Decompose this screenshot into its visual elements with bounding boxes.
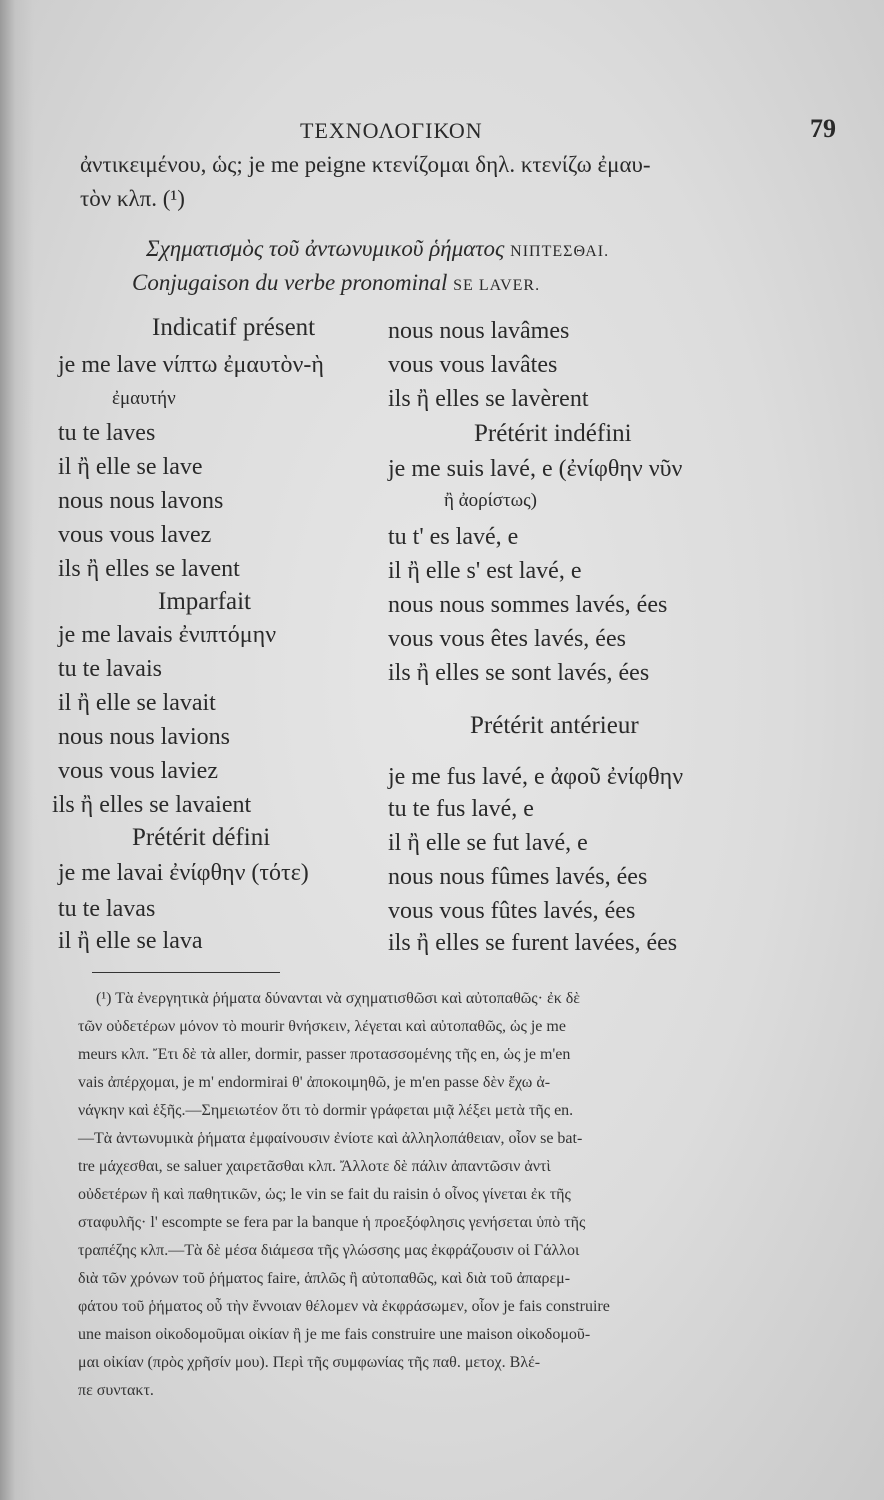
footnote-rule [92,972,280,973]
conjugation-line: tu te lavas [58,896,156,922]
footnote-line: meurs κλπ. Ἔτι δὲ τὰ aller, dormir, passer προτασσομένης τῆς en, ὡς je m'en [78,1046,571,1063]
conjugation-line: vous vous laviez [58,758,218,784]
intro-line: ἀντικειμένου, ὡς; je me peigne κτενίζομαι δηλ. κτενίζω ἐμαυ- [80,152,651,177]
conjugation-line: nous nous fûmes lavés, ées [388,864,648,890]
french-heading-verb: SE LAVER. [453,277,541,294]
conjugation-line: il ἢ elle s' est lavé, e [388,558,582,584]
conjugation-line: vous vous lavez [58,522,212,548]
footnote-line: μαι οἰκίαν (πρὸς χρῆσίν μου). Περὶ τῆς συμφωνίας τῆς παθ. μετοχ. Βλέ- [78,1354,541,1371]
conjugation-line: il ἢ elle se fut lavé, e [388,830,588,856]
footnote-line: σταφυλῆς· l' escompte se fera par la banque ἡ προεξόφλησις γενήσεται ὑπὸ τῆς [78,1214,586,1231]
tense-heading: Prétérit défini [132,824,271,851]
conjugation-line: je me fus lavé, e ἀφοῦ ἐνίφθην [388,764,684,790]
greek-heading [146,236,609,262]
tense-heading: Indicatif présent [152,314,316,341]
conjugation-line: tu te laves [58,420,156,446]
conjugation-line: ils ἢ elles se sont lavés, ées [388,660,650,686]
conjugation-line: nous nous lavons [58,488,224,514]
book-spine-shadow [0,0,34,1500]
page-number: 79 [810,114,836,143]
footnote-line: (¹) Τὰ ἐνεργητικὰ ῥήματα δύνανται νὰ σχηματισθῶσι καὶ αὐτοπαθῶς· ἐκ δὲ [96,990,581,1007]
intro-line: τὸν κλπ. (¹) [80,186,185,211]
conjugation-line: je me lave νίπτω ἐμαυτὸν-ὴ [58,352,324,378]
french-heading [132,270,540,296]
conjugation-line: nous nous sommes lavés, ées [388,592,668,618]
conjugation-line: nous nous lavions [58,724,231,750]
footnote-line: vais ἀπέρχομαι, je m' endormirai θ' ἀποκοιμηθῶ, je m'en passe δὲν ἔχω ἀ- [78,1074,551,1091]
conjugation-line: il ἢ elle se lavait [58,690,216,716]
tense-heading: Prétérit antérieur [470,712,639,739]
footnote-line: νάγκην καὶ ἑξῆς.—Σημειωτέον ὅτι τὸ dormir γράφεται μιᾷ λέξει μετὰ τῆς en. [78,1102,574,1119]
conjugation-line: tu te fus lavé, e [388,796,534,822]
running-header: ΤΕΧΝΟΛΟΓΙΚΟΝ [300,118,483,143]
footnote-line: une maison οἰκοδομοῦμαι οἰκίαν ἢ je me fais construire une maison οἰκοδομοῦ- [78,1326,591,1343]
conjugation-line: il ἢ elle se lava [58,928,203,954]
conjugation-line: je me lavais ἐνιπτόμην [58,622,277,648]
footnote-line: τραπέζης κλπ.—Τὰ δὲ μέσα διάμεσα τῆς γλώσσης μας ἐκφράζουσιν οἱ Γάλλοι [78,1242,580,1259]
conjugation-line: il ἢ elle se lave [58,454,203,480]
conjugation-line: ils ἢ elles se lavèrent [388,386,589,412]
footnote-line: φάτου τοῦ ῥήματος οὗ τὴν ἔννοιαν θέλομεν νὰ ἐκφράσωμεν, οἷον je fais construire [78,1298,610,1315]
conjugation-line: tu t' es lavé, e [388,524,519,550]
conjugation-line: vous vous lavâtes [388,352,558,378]
conjugation-line: vous vous êtes lavés, ées [388,626,626,652]
conjugation-subline: ἢ ἀορίστως) [444,490,537,511]
footnote-line: τῶν οὐδετέρων μόνον τὸ mourir θνήσκειν, λέγεται καὶ αὐτοπαθῶς, ὡς je me [78,1018,566,1035]
footnote-line: διὰ τῶν χρόνων τοῦ ῥήματος faire, ἁπλῶς ἢ αὐτοπαθῶς, καὶ διὰ τοῦ ἀπαρεμ- [78,1270,571,1287]
conjugation-line: ils ἢ elles se lavaient [52,792,252,818]
conjugation-line: ils ἢ elles se lavent [58,556,240,582]
footnote-line: οὐδετέρων ἢ καὶ παθητικῶν, ὡς; le vin se fait du raisin ὁ οἶνος γίνεται ἐκ τῆς [78,1186,571,1203]
greek-heading-text: Σχηματισμὸς τοῦ ἀντωνυμικοῦ ῥήματος [146,236,505,261]
conjugation-line: tu te lavais [58,656,162,682]
conjugation-line: je me suis lavé, e (ἐνίφθην νῦν [388,456,683,482]
footnote-line: —Τὰ ἀντωνυμικὰ ῥήματα ἐμφαίνουσιν ἐνίοτε καὶ ἀλληλοπάθειαν, οἷον se bat- [78,1130,583,1147]
footnote-line: tre μάχεσθαι, se saluer χαιρετᾶσθαι κλπ. Ἄλλοτε δὲ πάλιν ἀπαντῶσιν ἀντὶ [78,1158,551,1175]
conjugation-line: nous nous lavâmes [388,318,570,344]
french-heading-text: Conjugaison du verbe pronominal [132,270,448,295]
footnote-line: πε συντακτ. [78,1382,154,1399]
conjugation-line: je me lavai ἐνίφθην (τότε) [58,860,309,886]
conjugation-subline: ἐμαυτήν [112,388,176,409]
conjugation-line: vous vous fûtes lavés, ées [388,898,636,924]
tense-heading: Imparfait [158,588,252,615]
tense-heading: Prétérit indéfini [474,420,632,447]
greek-heading-verb: ΝΙΠΤΕΣΘΑΙ. [510,243,610,260]
conjugation-line: ils ἢ elles se furent lavées, ées [388,930,678,956]
